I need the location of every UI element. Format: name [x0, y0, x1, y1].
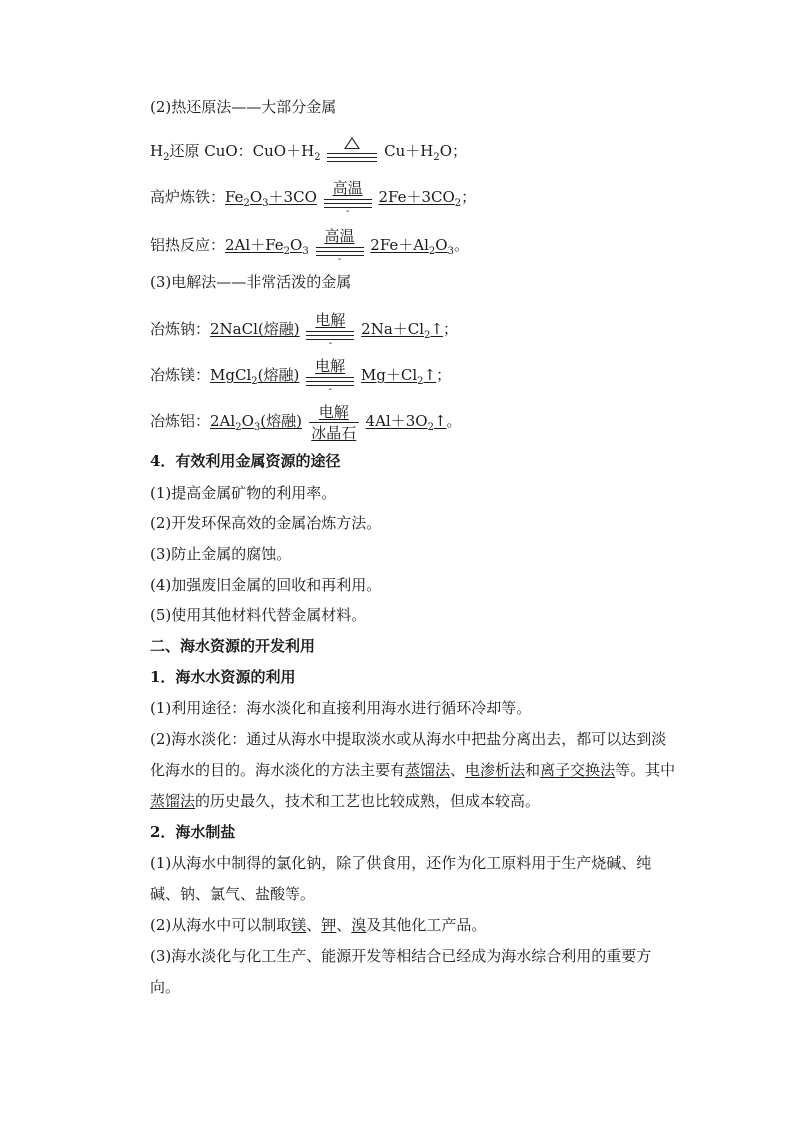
equation-blast-furnace [150, 178, 476, 218]
eq-subscript: 3 [262, 198, 269, 209]
paragraph-text: 和 [525, 761, 541, 779]
eq-text: 4Al＋3O [365, 412, 428, 430]
eq-subscript: 2 [424, 330, 431, 341]
eq-rhs [370, 236, 454, 257]
eq-text: O [435, 236, 448, 254]
electrolysis-condition-sign [306, 310, 354, 350]
high-temp-condition-sign [324, 178, 372, 218]
eq-text: ↑ [423, 366, 437, 384]
answer-electrodialysis: 电渗析法 [465, 761, 526, 779]
eq-rhs [360, 366, 437, 387]
eq-rhs [365, 412, 447, 433]
eq-subscript: 2 [243, 198, 250, 209]
eq-text: ； [443, 320, 459, 338]
list-item: (1)提高金属矿物的利用率。 [150, 484, 337, 502]
eq-text: ； [461, 188, 477, 206]
eq-subscript: 2 [433, 152, 440, 163]
eq-subscript: 2 [235, 422, 242, 433]
electrolysis-condition-sign [306, 356, 354, 396]
eq-text: ＋3CO [268, 188, 317, 206]
equals-bars [327, 153, 377, 162]
condition-text: 电解 [318, 403, 349, 421]
paragraph-text: 等。其中 [615, 761, 676, 779]
eq-text: O [290, 236, 303, 254]
eq-text: 2Al [210, 412, 236, 430]
eq-text: 2Fe＋3CO [378, 188, 455, 206]
paragraph-text: 、 [336, 916, 352, 934]
condition-text: 高温 [324, 227, 355, 245]
eq-subscript: 2 [283, 246, 291, 257]
eq-text: ； [436, 366, 452, 384]
eq-text: (熔融) [260, 412, 302, 430]
equation-h2-cuo [150, 132, 467, 172]
heat-condition-sign [327, 132, 377, 172]
list-item: (5)使用其他材料代替金属材料。 [150, 606, 367, 624]
paragraph-text: (2)从海水中可以制取 [150, 916, 292, 934]
eq-subscript: 2 [251, 376, 258, 387]
eq-text: 2Al＋Fe [225, 236, 284, 254]
condition-dash: - [345, 206, 350, 217]
equation-magnesium [150, 356, 451, 396]
eq-text: O [241, 412, 254, 430]
eq-lhs [225, 236, 309, 257]
eq-label: 高炉炼铁： [150, 188, 226, 206]
answer-potassium: 钾 [321, 916, 337, 934]
answer-bromine: 溴 [351, 916, 367, 934]
eq-text: H [150, 142, 164, 160]
condition-dash: - [328, 384, 332, 395]
paragraph: (3)海水淡化与化工生产、能源开发等相结合已经成为海水综合利用的重要方向。 [150, 947, 652, 996]
eq-label: 冶炼镁： [150, 366, 211, 384]
eq-text: O； [439, 142, 468, 160]
eq-subscript: 2 [417, 376, 424, 387]
list-item: (4)加强废旧金属的回收和再利用。 [150, 576, 382, 594]
eq-subscript: 3 [302, 246, 309, 257]
electrolysis-cryolite-condition-sign [309, 402, 359, 442]
condition-text: 高温 [332, 179, 363, 197]
eq-text: 还原 CuO：CuO＋H [169, 142, 315, 160]
condition-dash: - [328, 338, 333, 349]
eq-text: ↑ [433, 412, 447, 430]
eq-text: 2Fe＋Al [370, 236, 429, 254]
eq-lhs [210, 412, 302, 433]
answer-distillation: 蒸馏法 [405, 761, 451, 779]
heading-electrolysis: (3)电解法——非常活泼的金属 [150, 273, 352, 291]
eq-text: (熔融) [257, 366, 300, 384]
eq-subscript: 2 [428, 246, 436, 257]
eq-subscript: 3 [447, 246, 454, 257]
eq-label: 冶炼铝： [150, 412, 211, 430]
heat-triangle-icon [344, 137, 360, 149]
equation-sodium [150, 310, 458, 350]
condition-text: 电解 [315, 357, 346, 375]
equation-aluminum [150, 402, 462, 442]
eq-rhs [378, 188, 462, 209]
eq-subscript: 3 [253, 422, 261, 433]
eq-text: Fe [225, 188, 244, 206]
condition-dash: - [337, 254, 342, 265]
paragraph-text: 及其他化工产品。 [366, 916, 487, 934]
eq-text: Mg＋Cl [360, 366, 418, 384]
eq-lhs: 2NaCl(熔融) [210, 320, 300, 338]
answer-distillation: 蒸馏法 [150, 792, 196, 810]
eq-text: ↑ [430, 320, 444, 338]
heading-thermal-reduction: (2)热还原法——大部分金属 [150, 98, 337, 116]
list-item: (2)开发环保高效的金属冶炼方法。 [150, 514, 382, 532]
answer-magnesium: 镁 [291, 916, 307, 934]
equation-thermite [150, 226, 469, 266]
paragraph-desalination [150, 724, 680, 817]
subsection-2-title: 2．海水制盐 [150, 823, 236, 841]
eq-text: 2Na＋Cl [361, 320, 425, 338]
eq-text: 。 [446, 412, 462, 430]
eq-subscript: 2 [314, 152, 321, 163]
eq-subscript: 2 [454, 198, 462, 209]
answer-ion-exchange: 离子交换法 [540, 761, 616, 779]
eq-text: O [249, 188, 263, 206]
paragraph-text: 的历史最久，技术和工艺也比较成熟，但成本较高。 [195, 792, 541, 810]
eq-lhs [210, 366, 300, 387]
paragraph-text: 、 [450, 761, 466, 779]
paragraph-chemicals [150, 910, 680, 941]
paragraph-text: (2)海水淡化：通过从海水中提取淡水或从海水中把盐分离出去，都可以达到淡化海水的目的。海水淡化的方法主要有 [150, 730, 667, 779]
eq-label: 铝热反应： [150, 236, 226, 254]
eq-text: MgCl [210, 366, 252, 384]
subsection-1-title: 1．海水水资源的利用 [150, 668, 296, 686]
eq-text: 。 [453, 236, 469, 254]
eq-subscript: 2 [163, 152, 170, 163]
list-item: (3)防止金属的腐蚀。 [150, 545, 292, 563]
catalyst-text: 冰晶石 [311, 424, 357, 442]
high-temp-condition-sign [316, 226, 364, 266]
eq-lhs [225, 188, 317, 209]
paragraph-text: 、 [306, 916, 322, 934]
eq-label: 冶炼钠： [150, 320, 211, 338]
section-4-title: 4．有效利用金属资源的途径 [150, 452, 341, 470]
eq-rhs [361, 320, 444, 341]
part-2-title: 二、海水资源的开发利用 [150, 637, 316, 655]
paragraph: (1)从海水中制得的氯化钠，除了供食用，还作为化工原料用于生产烧碱、纯碱、钠、氯气、盐酸等。 [150, 854, 652, 903]
paragraph: (1)利用途径：海水淡化和直接利用海水进行循环冷却等。 [150, 699, 532, 717]
condition-text: 电解 [315, 311, 346, 329]
eq-text: Cu＋H [384, 142, 434, 160]
eq-subscript: 2 [427, 422, 434, 433]
